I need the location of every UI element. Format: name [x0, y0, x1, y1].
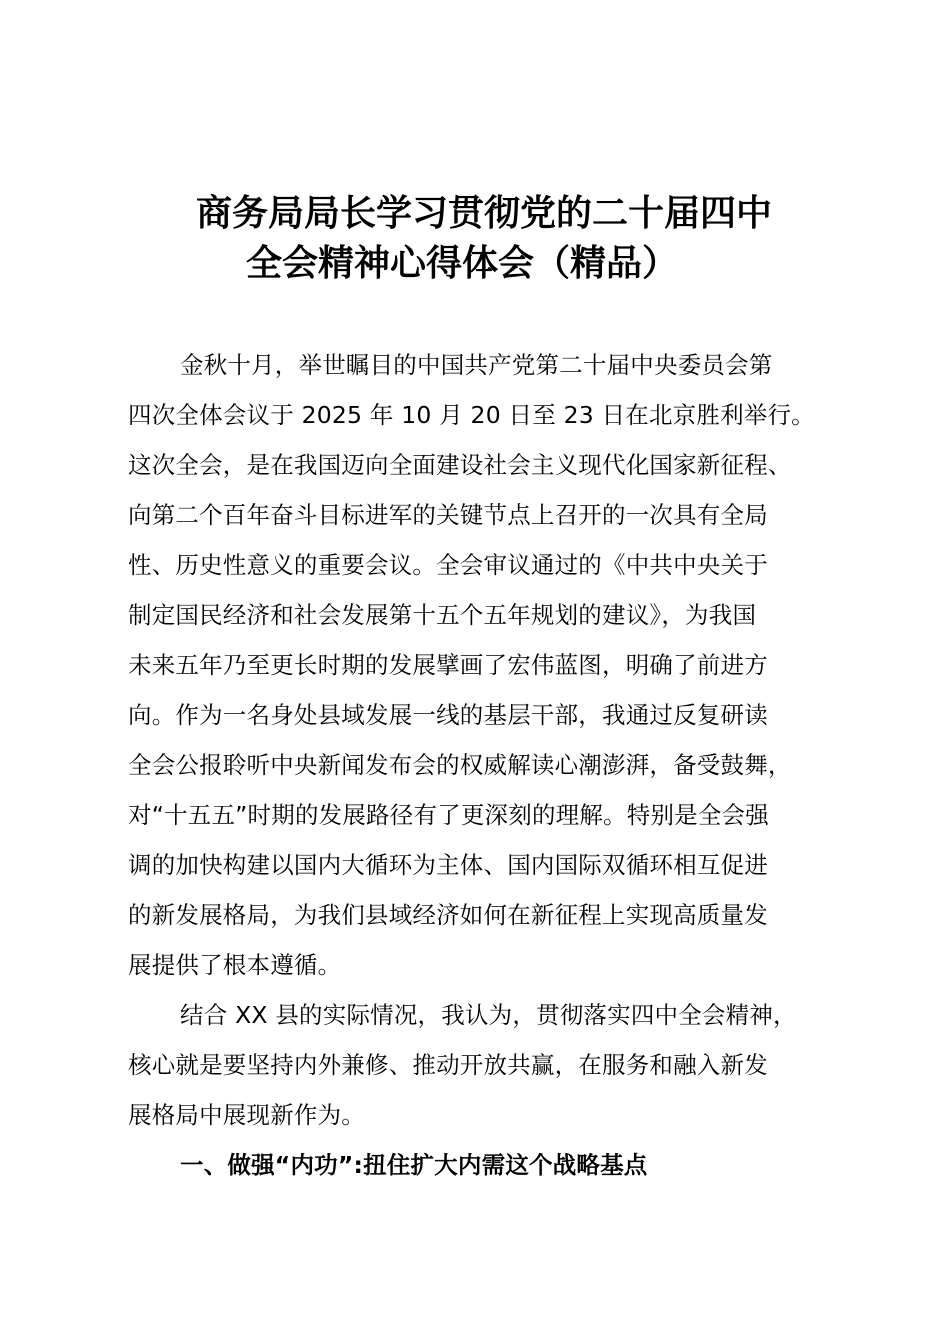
paragraph-1-line-9: 全会公报聆听中央新闻发布会的权威解读心潮澎湃，备受鼓舞， [128, 751, 792, 779]
paragraph-1-line-4: 向第二个百年奋斗目标进军的关键节点上召开的一次具有全局 [128, 501, 768, 529]
paragraph-1-line-1: 金秋十月，举世瞩目的中国共产党第二十届中央委员会第 [180, 351, 773, 379]
paragraph-1-line-10: 对“十五五”时期的发展路径有了更深刻的理解。特别是全会强 [128, 801, 769, 829]
paragraph-1-line-13: 展提供了根本遵循。 [128, 951, 342, 979]
section-heading-1: 一、做强“内功”:扭住扩大内需这个战略基点 [180, 1151, 648, 1179]
paragraph-1-line-8: 向。作为一名身处县域发展一线的基层干部，我通过反复研读 [128, 701, 768, 729]
title-line-2: 全会精神心得体会（精品） [246, 243, 679, 284]
paragraph-1-line-6: 制定国民经济和社会发展第十五个五年规划的建议》，为我国 [128, 601, 757, 629]
title-line-1: 商务局局长学习贯彻党的二十届四中 [196, 193, 773, 234]
paragraph-2-line-3: 展格局中展现新作为。 [128, 1101, 365, 1129]
paragraph-1-line-12: 的新发展格局，为我们县域经济如何在新征程上实现高质量发 [128, 901, 768, 929]
paragraph-1-line-3: 这次全会，是在我国迈向全面建设社会主义现代化国家新征程、 [128, 451, 792, 479]
paragraph-1-line-7: 未来五年乃至更长时期的发展擘画了宏伟蓝图，明确了前进方 [128, 651, 768, 679]
paragraph-2-line-2: 核心就是要坚持内外兼修、推动开放共赢，在服务和融入新发 [128, 1051, 768, 1079]
paragraph-2-line-1: 结合 XX 县的实际情况，我认为，贯彻落实四中全会精神， [180, 1001, 797, 1029]
paragraph-1-line-11: 调的加快构建以国内大循环为主体、国内国际双循环相互促进 [128, 851, 768, 879]
paragraph-1-line-2: 四次全体会议于 2025 年 10 月 20 日至 23 日在北京胜利举行。 [128, 401, 815, 429]
paragraph-1-line-5: 性、历史性意义的重要会议。全会审议通过的《中共中央关于 [128, 551, 768, 579]
